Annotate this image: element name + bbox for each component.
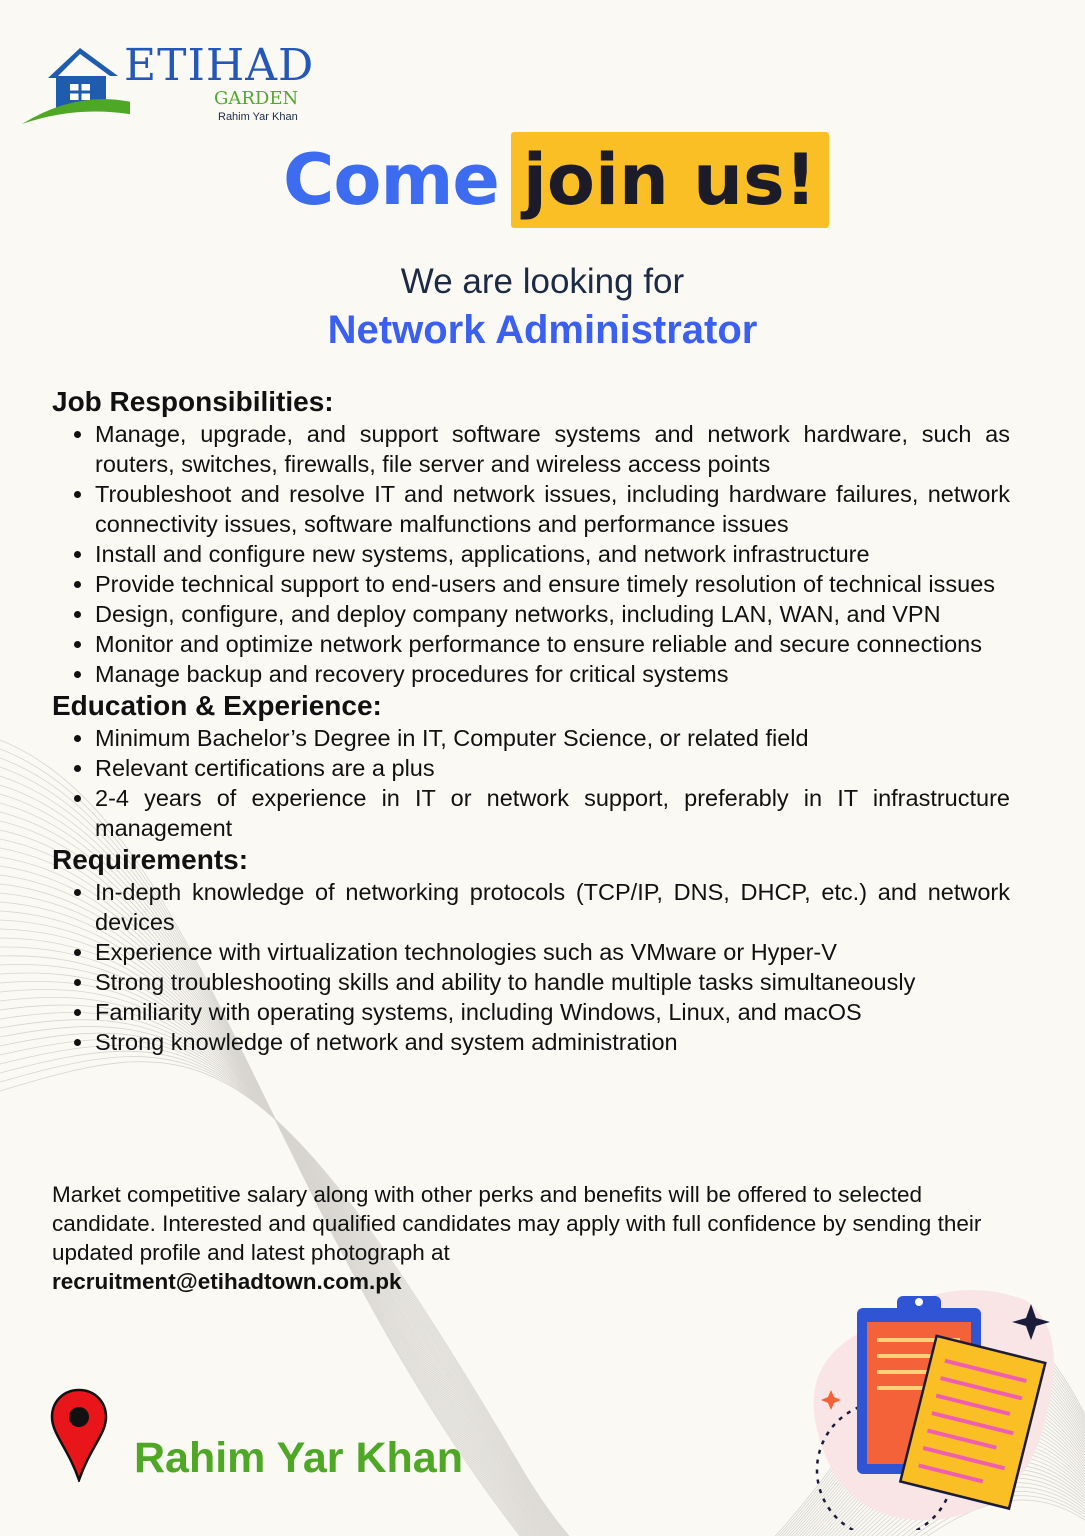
list-item: • 2-4 years of experience in IT or network support, preferably in IT infrastructure management (95, 783, 1010, 843)
position-title: Network Administrator (327, 308, 758, 352)
logo-name: ETIHAD (124, 40, 315, 91)
documents-illustration (795, 1270, 1065, 1530)
requirements-list (52, 877, 1010, 1057)
list-item: • Provide technical support to end-users and ensure timely resolution of technical issues (95, 569, 1010, 599)
list-item: • Monitor and optimize network performance to ensure reliable and secure connections (95, 629, 1010, 659)
logo-subtitle: GARDEN (214, 88, 299, 109)
house-icon (20, 40, 130, 130)
list-item: • Install and configure new systems, applications, and network infrastructure (95, 539, 1010, 569)
list-item: • Minimum Bachelor’s Degree in IT, Computer Science, or related field (95, 723, 1010, 753)
recruitment-email[interactable]: recruitment@etihadtown.com.pk (52, 1269, 402, 1294)
application-text: Market competitive salary along with other perks and benefits will be offered to selected candidate. Interested and qualified candidates may apply with full confidence by sending their updated profile and latest photograph at (52, 1182, 982, 1265)
list-item: • Strong knowledge of network and system administration (95, 1027, 1010, 1057)
headline (283, 132, 829, 228)
etihad-garden-logo (20, 40, 320, 130)
intro-text: We are looking for (400, 262, 685, 301)
list-item: • Experience with virtualization technologies such as VMware or Hyper-V (95, 937, 1010, 967)
list-item: • Manage backup and recovery procedures for critical systems (95, 659, 1010, 689)
responsibilities-list (52, 419, 1010, 689)
list-item: • Manage, upgrade, and support software systems and network hardware, such as routers, switches, firewalls, file server and wireless access points (95, 419, 1010, 479)
list-item: • Troubleshoot and resolve IT and network issues, including hardware failures, network connectivity issues, software malfunctions and performance issues (95, 479, 1010, 539)
list-item: • In-depth knowledge of networking protocols (TCP/IP, DNS, DHCP, etc.) and network devices (95, 877, 1010, 937)
list-item: • Relevant certifications are a plus (95, 753, 1010, 783)
list-item: • Strong troubleshooting skills and ability to handle multiple tasks simultaneously (95, 967, 1010, 997)
headline-come: Come (283, 139, 499, 221)
section-title-education: Education & Experience: (52, 690, 382, 721)
job-details (52, 385, 1010, 1057)
list-item: • Design, configure, and deploy company networks, including LAN, WAN, and VPN (95, 599, 1010, 629)
logo-city: Rahim Yar Khan (218, 111, 298, 123)
map-pin-icon (50, 1388, 108, 1482)
location-city: Rahim Yar Khan (134, 1434, 463, 1482)
section-title-requirements: Requirements: (52, 844, 249, 875)
section-title-responsibilities: Job Responsibilities: (52, 386, 334, 417)
list-item: • Familiarity with operating systems, including Windows, Linux, and macOS (95, 997, 1010, 1027)
headline-join: join us! (511, 132, 829, 228)
education-list (52, 723, 1010, 843)
